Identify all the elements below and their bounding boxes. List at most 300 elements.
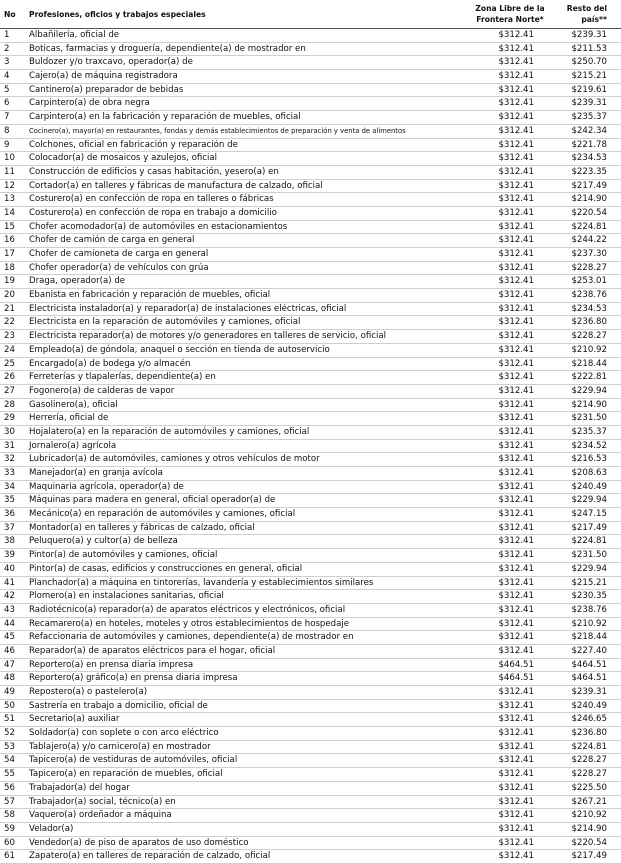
row-occupation: Colchones, oficial en fabricación y reparación de (29, 139, 238, 150)
table-row (0, 809, 621, 823)
row-resto-pais-wage: $210.92 (571, 810, 607, 821)
row-number: 50 (4, 700, 15, 711)
row-resto-pais-wage: $217.49 (571, 522, 607, 533)
header-row (0, 0, 621, 29)
row-number: 18 (4, 262, 15, 273)
row-occupation: Pintor(a) de casas, edificios y construcciones en general, oficial (29, 563, 303, 574)
row-number: 51 (4, 714, 15, 725)
row-occupation: Chofer acomodador(a) de automóviles en estacionamientos (29, 221, 288, 232)
row-number: 2 (4, 43, 10, 54)
row-zona-libre-wage: $312.41 (498, 221, 534, 232)
row-occupation: Cantinero(a) preparador de bebidas (29, 84, 184, 95)
row-resto-pais-wage: $211.53 (571, 43, 607, 54)
table-row (0, 398, 621, 412)
row-resto-pais-wage: $228.27 (571, 755, 607, 766)
row-resto-pais-wage: $210.92 (571, 344, 607, 355)
row-number: 41 (4, 577, 15, 588)
table-row (0, 289, 621, 303)
table-row (0, 850, 621, 864)
table-row (0, 193, 621, 207)
row-occupation: Reparador(a) de aparatos eléctricos para el hogar, oficial (29, 645, 276, 656)
table-row (0, 631, 621, 645)
row-resto-pais-wage: $224.81 (571, 536, 607, 547)
table-row (0, 302, 621, 316)
row-number: 35 (4, 495, 15, 506)
table-row (0, 576, 621, 590)
row-number: 5 (4, 84, 10, 95)
row-number: 19 (4, 276, 15, 287)
table-row (0, 713, 621, 727)
row-number: 60 (4, 837, 15, 848)
row-zona-libre-wage: $464.51 (498, 673, 534, 684)
row-occupation: Recamarero(a) en hoteles, moteles y otros establecimientos de hospedaje (29, 618, 350, 629)
table-row (0, 836, 621, 850)
row-resto-pais-wage: $242.34 (571, 125, 607, 136)
row-number: 55 (4, 769, 15, 780)
row-occupation: Chofer operador(a) de vehículos con grúa (29, 262, 209, 273)
row-resto-pais-wage: $214.90 (571, 823, 607, 834)
row-number: 25 (4, 358, 15, 369)
row-number: 28 (4, 399, 15, 410)
row-zona-libre-wage: $312.41 (498, 303, 534, 314)
row-occupation: Electricista reparador(a) de motores y/o generadores en talleres de servicio, oficial (29, 331, 387, 342)
table-row (0, 357, 621, 371)
row-zona-libre-wage: $312.41 (498, 317, 534, 328)
table-header (0, 0, 621, 29)
row-occupation: Empleado(a) de góndola, anaquel o sección en tienda de autoservicio (29, 344, 330, 355)
row-occupation: Colocador(a) de mosaicos y azulejos, oficial (29, 153, 218, 164)
row-resto-pais-wage: $208.63 (571, 468, 607, 478)
row-resto-pais-wage: $244.22 (571, 235, 607, 246)
row-number: 7 (4, 112, 10, 123)
row-zona-libre-wage: $312.41 (498, 372, 534, 383)
row-number: 1 (4, 30, 10, 40)
row-zona-libre-wage: $312.41 (498, 235, 534, 246)
table-row (0, 206, 621, 220)
row-resto-pais-wage: $215.21 (571, 71, 607, 82)
row-zona-libre-wage: $312.41 (498, 563, 534, 574)
table-row (0, 768, 621, 782)
row-number: 54 (4, 755, 15, 766)
row-resto-pais-wage: $224.81 (571, 741, 607, 752)
row-resto-pais-wage: $229.94 (571, 563, 607, 574)
row-zona-libre-wage: $312.41 (498, 618, 534, 629)
row-zona-libre-wage: $312.41 (498, 522, 534, 533)
row-occupation: Planchador(a) a máquina en tintorerías, lavandería y establecimientos similares (29, 577, 374, 588)
row-occupation: Jornalero(a) agrícola (29, 440, 117, 451)
row-number: 11 (4, 166, 15, 177)
row-zona-libre-wage: $312.41 (498, 728, 534, 739)
row-zona-libre-wage: $312.41 (498, 495, 534, 506)
header-resto-line2: país** (581, 15, 607, 24)
row-resto-pais-wage: $228.27 (571, 262, 607, 273)
table-row (0, 343, 621, 357)
row-number: 47 (4, 659, 15, 670)
table-row (0, 549, 621, 563)
row-zona-libre-wage: $312.41 (498, 43, 534, 54)
row-zona-libre-wage: $312.41 (498, 851, 534, 862)
row-number: 52 (4, 728, 15, 739)
row-resto-pais-wage: $238.76 (571, 290, 607, 301)
row-resto-pais-wage: $214.90 (571, 399, 607, 410)
row-resto-pais-wage: $215.21 (571, 577, 607, 588)
table-row (0, 453, 621, 467)
row-resto-pais-wage: $219.61 (571, 84, 607, 95)
table-row (0, 412, 621, 426)
row-number: 10 (4, 153, 15, 164)
row-number: 9 (4, 139, 10, 150)
table-row (0, 494, 621, 508)
table-row (0, 330, 621, 344)
row-zona-libre-wage: $312.41 (498, 454, 534, 465)
row-zona-libre-wage: $312.41 (498, 262, 534, 273)
row-zona-libre-wage: $312.41 (498, 700, 534, 711)
row-zona-libre-wage: $312.41 (498, 440, 534, 451)
row-zona-libre-wage: $312.41 (498, 591, 534, 602)
row-number: 48 (4, 673, 15, 684)
row-zona-libre-wage: $312.41 (498, 57, 534, 68)
row-occupation: Mecánico(a) en reparación de automóviles y camiones, oficial (29, 509, 296, 520)
row-resto-pais-wage: $220.54 (571, 837, 607, 848)
header-zona-line2: Frontera Norte* (476, 15, 544, 24)
row-occupation: Chofer de camión de carga en general (29, 235, 195, 246)
row-resto-pais-wage: $267.21 (571, 796, 607, 807)
table-row (0, 439, 621, 453)
row-occupation: Soldador(a) con soplete o con arco eléctrico (29, 728, 219, 739)
row-resto-pais-wage: $224.81 (571, 221, 607, 232)
row-zona-libre-wage: $312.41 (498, 823, 534, 834)
row-occupation: Buldozer y/o traxcavo, operador(a) de (29, 57, 193, 68)
row-zona-libre-wage: $312.41 (498, 112, 534, 123)
row-number: 61 (4, 851, 15, 862)
row-zona-libre-wage: $312.41 (498, 577, 534, 588)
row-zona-libre-wage: $312.41 (498, 481, 534, 492)
table-row (0, 740, 621, 754)
row-number: 37 (4, 522, 15, 533)
row-zona-libre-wage: $312.41 (498, 741, 534, 752)
table-row (0, 603, 621, 617)
table-row (0, 535, 621, 549)
row-resto-pais-wage: $239.31 (571, 30, 607, 40)
table-row (0, 727, 621, 741)
row-occupation: Peluquero(a) y cultor(a) de belleza (29, 536, 178, 547)
table-row (0, 138, 621, 152)
row-zona-libre-wage: $312.41 (498, 125, 534, 136)
table-row (0, 590, 621, 604)
row-occupation: Manejador(a) en granja avícola (29, 468, 163, 478)
row-resto-pais-wage: $230.35 (571, 591, 607, 602)
row-number: 13 (4, 194, 15, 205)
row-occupation: Gasolinero(a), oficial (29, 399, 118, 410)
row-occupation: Herrería, oficial de (29, 413, 109, 424)
row-number: 43 (4, 604, 15, 615)
row-occupation: Máquinas para madera en general, oficial operador(a) de (29, 495, 276, 506)
row-resto-pais-wage: $218.44 (571, 358, 607, 369)
row-zona-libre-wage: $312.41 (498, 194, 534, 205)
table-row (0, 70, 621, 84)
row-occupation: Boticas, farmacias y droguería, dependiente(a) de mostrador en (29, 43, 306, 54)
table-row (0, 686, 621, 700)
row-zona-libre-wage: $312.41 (498, 207, 534, 218)
row-occupation: Reportero(a) en prensa diaria impresa (29, 659, 194, 670)
row-occupation: Costurero(a) en confección de ropa en trabajo a domicilio (29, 207, 277, 218)
row-number: 22 (4, 317, 15, 328)
header-resto-line1: Resto del (566, 4, 607, 13)
table-row (0, 480, 621, 494)
row-zona-libre-wage: $312.41 (498, 385, 534, 396)
header-occupation: Profesiones, oficios y trabajos especiales (29, 9, 206, 19)
row-resto-pais-wage: $216.53 (571, 454, 607, 465)
table-row (0, 672, 621, 686)
row-zona-libre-wage: $312.41 (498, 769, 534, 780)
row-zona-libre-wage: $312.41 (498, 413, 534, 424)
table-row (0, 795, 621, 809)
row-zona-libre-wage: $312.41 (498, 358, 534, 369)
row-occupation: Albañilería, oficial de (29, 30, 120, 40)
table-row (0, 83, 621, 97)
row-resto-pais-wage: $220.54 (571, 207, 607, 218)
row-number: 46 (4, 645, 15, 656)
row-resto-pais-wage: $227.40 (571, 645, 607, 656)
row-occupation: Sastrería en trabajo a domicilio, oficial de (29, 700, 208, 711)
table-row (0, 152, 621, 166)
row-resto-pais-wage: $240.49 (571, 700, 607, 711)
row-occupation: Electricista instalador(a) y reparador(a) de instalaciones eléctricas, oficial (29, 303, 347, 314)
row-occupation: Carpintero(a) en la fabricación y reparación de muebles, oficial (29, 112, 301, 123)
table-row (0, 234, 621, 248)
row-resto-pais-wage: $231.50 (571, 550, 607, 561)
row-resto-pais-wage: $228.27 (571, 331, 607, 342)
row-number: 26 (4, 372, 15, 383)
row-zona-libre-wage: $312.41 (498, 249, 534, 259)
row-resto-pais-wage: $234.53 (571, 303, 607, 314)
table-row (0, 248, 621, 262)
row-zona-libre-wage: $312.41 (498, 536, 534, 547)
row-zona-libre-wage: $312.41 (498, 632, 534, 643)
row-resto-pais-wage: $214.90 (571, 194, 607, 205)
row-number: 3 (4, 57, 10, 68)
row-zona-libre-wage: $312.41 (498, 468, 534, 478)
table-row (0, 316, 621, 330)
table-body (0, 29, 621, 864)
header-zona-line1: Zona Libre de la (475, 4, 545, 13)
table-row (0, 384, 621, 398)
table-row (0, 467, 621, 481)
row-number: 6 (4, 98, 10, 109)
table-row (0, 42, 621, 56)
row-occupation: Lubricador(a) de automóviles, camiones y otros vehículos de motor (29, 454, 320, 465)
table-row (0, 658, 621, 672)
row-number: 38 (4, 536, 15, 547)
row-zona-libre-wage: $312.41 (498, 645, 534, 656)
row-number: 58 (4, 810, 15, 821)
row-resto-pais-wage: $464.51 (571, 659, 607, 670)
table-row (0, 644, 621, 658)
row-occupation: Tapicero(a) en reparación de muebles, oficial (29, 769, 223, 780)
row-number: 44 (4, 618, 15, 629)
header-resto-pais (554, 0, 621, 29)
table-row (0, 261, 621, 275)
row-occupation: Fogonero(a) de calderas de vapor (29, 385, 175, 396)
row-number: 15 (4, 221, 15, 232)
row-occupation: Vaquero(a) ordeñador a máquina (29, 810, 172, 821)
table-row (0, 179, 621, 193)
row-occupation: Draga, operador(a) de (29, 276, 126, 287)
table-row (0, 29, 621, 43)
row-number: 4 (4, 71, 10, 82)
row-occupation: Secretario(a) auxiliar (29, 714, 120, 725)
row-occupation: Plomero(a) en instalaciones sanitarias, oficial (29, 591, 224, 602)
row-number: 8 (4, 125, 10, 136)
row-zona-libre-wage: $312.41 (498, 153, 534, 164)
row-occupation: Maquinaria agrícola, operador(a) de (29, 481, 184, 492)
row-zona-libre-wage: $312.41 (498, 426, 534, 437)
table-row (0, 521, 621, 535)
row-number: 24 (4, 344, 15, 355)
row-resto-pais-wage: $228.27 (571, 769, 607, 780)
row-number: 21 (4, 303, 15, 314)
row-resto-pais-wage: $240.49 (571, 481, 607, 492)
row-resto-pais-wage: $238.76 (571, 604, 607, 615)
table-row (0, 822, 621, 836)
row-occupation: Costurero(a) en confección de ropa en talleres o fábricas (29, 194, 274, 205)
row-occupation: Carpintero(a) de obra negra (29, 98, 150, 109)
row-resto-pais-wage: $217.49 (571, 851, 607, 862)
row-number: 53 (4, 741, 15, 752)
row-zona-libre-wage: $312.41 (498, 344, 534, 355)
row-resto-pais-wage: $247.15 (571, 509, 607, 520)
row-occupation: Cortador(a) en talleres y fábricas de manufactura de calzado, oficial (29, 180, 323, 191)
table-row (0, 371, 621, 385)
row-zona-libre-wage: $312.41 (498, 98, 534, 109)
row-number: 56 (4, 782, 15, 793)
row-resto-pais-wage: $246.65 (571, 714, 607, 725)
row-resto-pais-wage: $218.44 (571, 632, 607, 643)
row-zona-libre-wage: $312.41 (498, 139, 534, 150)
row-occupation: Reportero(a) gráfico(a) en prensa diaria impresa (29, 673, 238, 684)
row-resto-pais-wage: $234.52 (571, 440, 607, 451)
row-number: 40 (4, 563, 15, 574)
table-row (0, 508, 621, 522)
row-number: 23 (4, 331, 15, 342)
row-zona-libre-wage: $312.41 (498, 399, 534, 410)
row-zona-libre-wage: $312.41 (498, 810, 534, 821)
row-occupation: Ebanista en fabricación y reparación de muebles, oficial (29, 290, 271, 301)
row-zona-libre-wage: $312.41 (498, 30, 534, 40)
row-resto-pais-wage: $250.70 (571, 57, 607, 68)
row-resto-pais-wage: $231.50 (571, 413, 607, 424)
row-resto-pais-wage: $222.81 (571, 372, 607, 383)
table-row (0, 97, 621, 111)
row-zona-libre-wage: $312.41 (498, 166, 534, 177)
row-occupation: Electricista en la reparación de automóviles y camiones, oficial (29, 317, 301, 328)
row-zona-libre-wage: $312.41 (498, 290, 534, 301)
row-zona-libre-wage: $312.41 (498, 755, 534, 766)
row-occupation: Encargado(a) de bodega y/o almacén (29, 358, 191, 369)
table-row (0, 165, 621, 179)
table-row (0, 220, 621, 234)
row-occupation: Vendedor(a) de piso de aparatos de uso doméstico (29, 837, 249, 848)
table-row (0, 754, 621, 768)
row-zona-libre-wage: $312.41 (498, 837, 534, 848)
row-resto-pais-wage: $229.94 (571, 495, 607, 506)
row-number: 39 (4, 550, 15, 561)
row-resto-pais-wage: $239.31 (571, 98, 607, 109)
row-occupation: Cajero(a) de máquina registradora (29, 71, 178, 82)
table-row (0, 56, 621, 70)
row-occupation: Repostero(a) o pastelero(a) (29, 687, 148, 697)
table-row (0, 425, 621, 439)
row-resto-pais-wage: $237.30 (571, 249, 607, 259)
row-zona-libre-wage: $312.41 (498, 71, 534, 82)
row-occupation: Velador(a) (29, 823, 74, 834)
row-occupation: Trabajador(a) social, técnico(a) en (29, 796, 176, 807)
row-number: 45 (4, 632, 15, 643)
row-resto-pais-wage: $235.37 (571, 112, 607, 123)
row-zona-libre-wage: $464.51 (498, 659, 534, 670)
row-number: 33 (4, 468, 15, 478)
row-occupation: Tapicero(a) de vestiduras de automóviles, oficial (29, 755, 238, 766)
header-no: No (4, 9, 16, 19)
row-occupation: Montador(a) en talleres y fábricas de calzado, oficial (29, 522, 255, 533)
row-occupation: Refaccionaria de automóviles y camiones, dependiente(a) de mostrador en (29, 632, 354, 643)
row-number: 30 (4, 426, 15, 437)
row-occupation: Chofer de camioneta de carga en general (29, 249, 209, 259)
row-zona-libre-wage: $312.41 (498, 331, 534, 342)
row-resto-pais-wage: $235.37 (571, 426, 607, 437)
row-number: 59 (4, 823, 15, 834)
row-resto-pais-wage: $236.80 (571, 728, 607, 739)
row-number: 57 (4, 796, 15, 807)
row-zona-libre-wage: $312.41 (498, 782, 534, 793)
row-occupation: Pintor(a) de automóviles y camiones, oficial (29, 550, 218, 561)
row-resto-pais-wage: $210.92 (571, 618, 607, 629)
row-occupation: Ferreterías y tlapalerías, dependiente(a) en (29, 372, 216, 383)
row-number: 16 (4, 235, 15, 246)
row-resto-pais-wage: $236.80 (571, 317, 607, 328)
row-occupation: Hojalatero(a) en la reparación de automóviles y camiones, oficial (29, 426, 310, 437)
table-row (0, 111, 621, 125)
row-number: 36 (4, 509, 15, 520)
row-zona-libre-wage: $312.41 (498, 84, 534, 95)
table-row (0, 617, 621, 631)
table-row (0, 699, 621, 713)
row-number: 42 (4, 591, 15, 602)
row-number: 20 (4, 290, 15, 301)
row-occupation: Construcción de edificios y casas habitación, yesero(a) en (29, 166, 279, 177)
row-occupation: Cocinero(a), mayor(a) en restaurantes, fondas y demás establecimientos de preparación y venta de alimentos (29, 126, 406, 135)
row-zona-libre-wage: $312.41 (498, 796, 534, 807)
row-zona-libre-wage: $312.41 (498, 687, 534, 697)
row-zona-libre-wage: $312.41 (498, 509, 534, 520)
row-resto-pais-wage: $223.35 (571, 166, 607, 177)
row-number: 27 (4, 385, 15, 396)
row-resto-pais-wage: $234.53 (571, 153, 607, 164)
row-number: 14 (4, 207, 15, 218)
header-zona-libre (466, 0, 554, 29)
row-resto-pais-wage: $239.31 (571, 687, 607, 697)
row-occupation: Tablajero(a) y/o carnicero(a) en mostrador (29, 741, 211, 752)
row-zona-libre-wage: $312.41 (498, 604, 534, 615)
row-resto-pais-wage: $253.01 (571, 276, 607, 287)
row-number: 17 (4, 249, 15, 259)
row-zona-libre-wage: $312.41 (498, 180, 534, 191)
row-resto-pais-wage: $229.94 (571, 385, 607, 396)
row-zona-libre-wage: $312.41 (498, 550, 534, 561)
row-number: 12 (4, 180, 15, 191)
row-number: 34 (4, 481, 15, 492)
row-number: 49 (4, 687, 15, 697)
